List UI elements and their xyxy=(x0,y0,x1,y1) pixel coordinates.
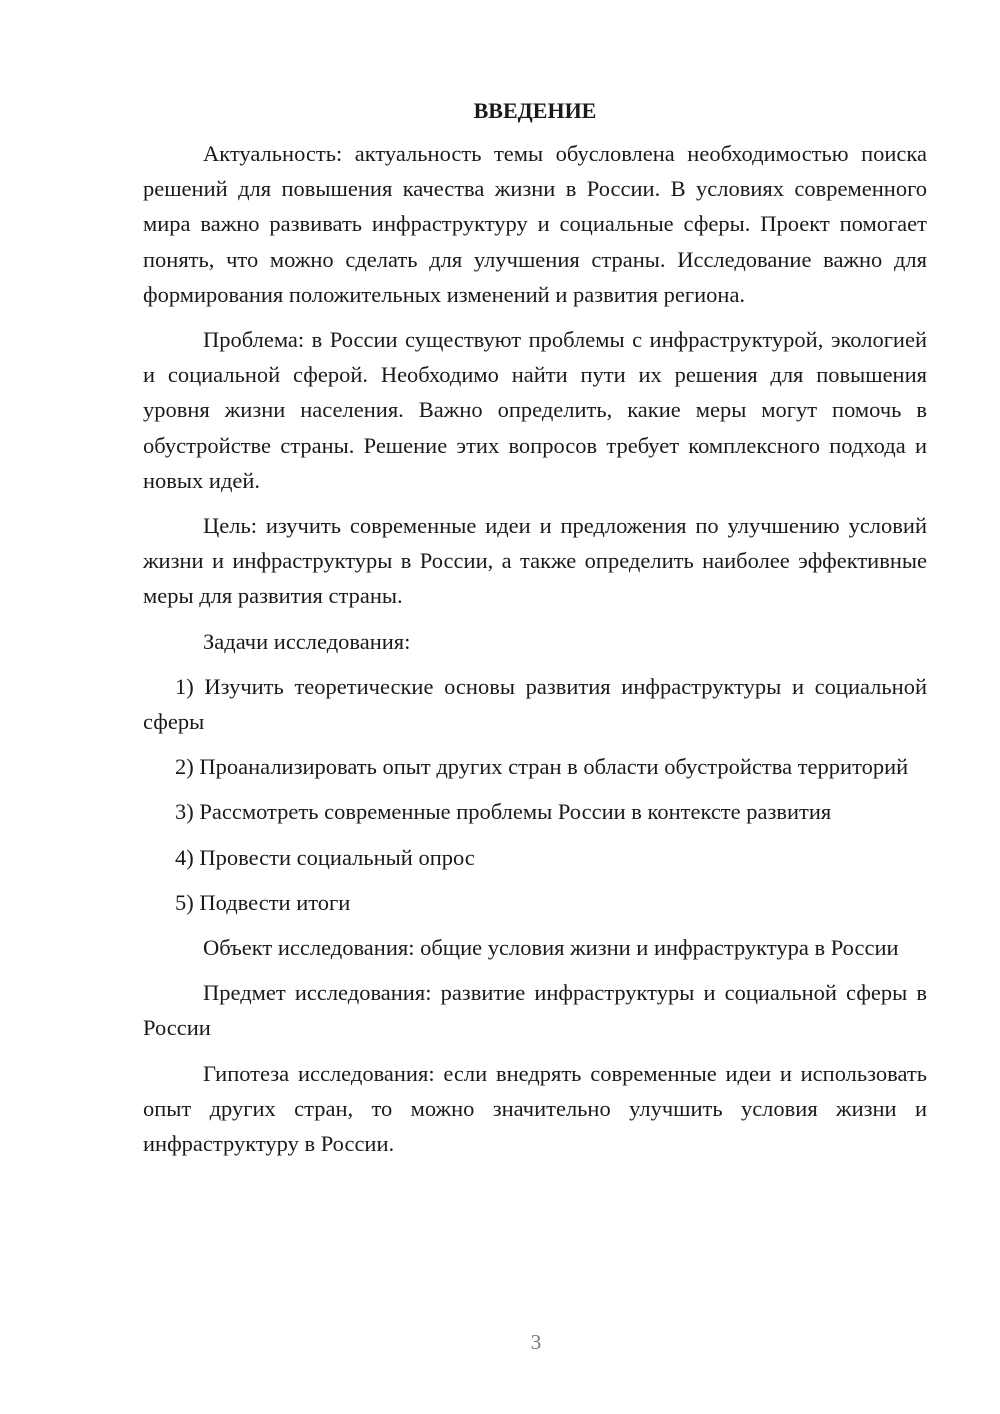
task-item-1: 1) Изучить теоретические основы развития инфраструктуры и социальной сферы xyxy=(143,673,927,735)
page-body xyxy=(143,96,927,1171)
subject-paragraph: Предмет исследования: развитие инфраструктуры и социальной сферы в России xyxy=(143,980,927,1041)
task-item-4: 4) Провести социальный опрос xyxy=(175,844,475,870)
object-paragraph: Объект исследования: общие условия жизни и инфраструктура в России xyxy=(203,935,899,961)
relevance-paragraph: Актуальность: актуальность темы обусловлена необходимостью поиска решений для повышения качества жизни в России. В условиях современного мира важно развивать инфраструктуру и социальные сферы. Проект помогает понять, что можно сделать для улучшения страны. Исследование важно для формирования положительных изменений и развития региона. xyxy=(143,141,927,307)
task-item-2: 2) Проанализировать опыт других стран в области обустройства территорий xyxy=(175,754,909,780)
task-item-3: 3) Рассмотреть современные проблемы России в контексте развития xyxy=(175,799,832,825)
tasks-list xyxy=(143,669,927,920)
tasks-heading: Задачи исследования: xyxy=(203,628,411,654)
task-item-5: 5) Подвести итоги xyxy=(175,889,351,915)
section-title: ВВЕДЕНИЕ xyxy=(473,98,597,123)
hypothesis-paragraph: Гипотеза исследования: если внедрять современные идеи и использовать опыт других стран, то можно значительно улучшить условия жизни и инфраструктуру в России. xyxy=(143,1060,927,1157)
page-number: 3 xyxy=(530,1330,542,1354)
goal-paragraph: Цель: изучить современные идеи и предложения по улучшению условий жизни и инфраструктуры в России, а также определить наиболее эффективные меры для развития страны. xyxy=(143,513,927,609)
problem-paragraph: Проблема: в России существуют проблемы с инфраструктурой, экологией и социальной сферой. Необходимо найти пути их решения для повышения уровня жизни населения. Важно определить, какие меры могут помочь в обустройстве страны. Решение этих вопросов требует комплексного подхода и новых идей. xyxy=(143,327,927,493)
